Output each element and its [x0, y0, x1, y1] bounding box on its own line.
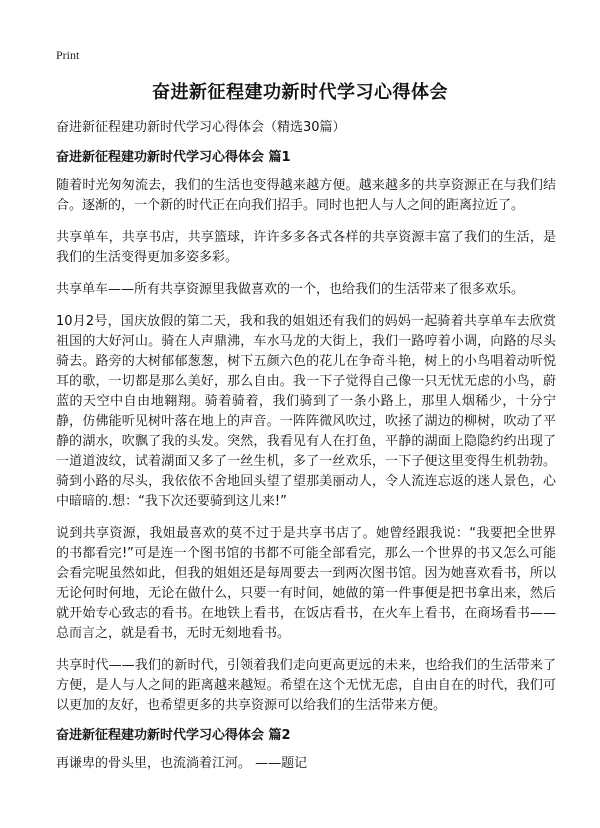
document-body: [56, 118, 556, 786]
section-heading: 奋进新征程建功新时代学习心得体会 篇2: [56, 728, 291, 743]
paragraph: 共享单车——所有共享资源里我做喜欢的一个，也给我们的生活带来了很多欢乐。: [56, 282, 525, 297]
paragraph: 共享时代——我们的新时代，引领着我们走向更高更远的未来，也给我们的生活带来了方便，是人与人之间的距离越来越短。希望在这个无忧无虑，自由自在的时代，我们可以更加的友好，也希望更多的共享资源可以给我们的生活带来方便。: [56, 658, 556, 713]
paragraph: 说到共享资源，我姐最喜欢的莫不过于是共享书店了。她曾经跟我说：“我要把全世界的书都看完!”可是连一个图书馆的书都不可能全部看完，那么一个世界的书又怎么可能会看完呢虽然如此，但我的姐姐还是每周要去一到两次图书馆。因为她喜欢看书，所以无论何时何地，无论在做什么，只要一有时间，她做的第一件事便是把书拿出来，然后就开始专心致志的看书。在地铁上看书，在饭店看书，在火车上看书，在商场看书——总而言之，就是看书，无时无刻地看书。: [56, 526, 556, 641]
paragraph: 随着时光匆匆流去，我们的生活也变得越来越方便。越来越多的共享资源正在与我们结合。逐渐的，一个新的时代正在向我们招手。同时也把人与人之间的距离拉近了。: [56, 178, 556, 213]
section-heading: 奋进新征程建功新时代学习心得体会 篇1: [56, 150, 291, 165]
print-label: Print: [56, 48, 80, 62]
paragraph: 10月2号，国庆放假的第二天，我和我的姐姐还有我们的妈妈一起骑着共享单车去欣赏祖国的大好河山。骑在人声鼎沸，车水马龙的大街上，我们一路哼着小调，向路的尽头骑去。路旁的大树郁郁葱葱，树下五颜六色的花儿在争奇斗艳，树上的小鸟唱着动听悦耳的歌，一切都是那么美好，那么自由。我一下子觉得自己像一只无忧无虑的小鸟，蔚蓝的天空中自由地翱翔。骑着骑着，我们骑到了一条小路上，那里人烟稀少，十分宁静，仿佛能听见树叶落在地上的声音。一阵阵微风吹过，吹拯了湖边的柳树，吹动了平静的湖水，吹飘了我的头发。突然，我看见有人在打鱼，平静的湖面上隐隐约约出现了一道道波纹，试着湖面又多了一丝生机，多了一丝欢乐，一下子便这里变得生机勃勃。骑到小路的尽头，我依依不舍地回头望了望那美丽动人，令人流连忘返的迷人景色，心中暗暗的.想：“我下次还要骑到这儿来!”: [56, 314, 556, 509]
document-subtitle: 奋进新征程建功新时代学习心得体会（精选30篇）: [56, 120, 346, 135]
page-title: 奋进新征程建功新时代学习心得体会: [152, 82, 448, 103]
paragraph: 共享单车，共享书店，共享篮球，许许多多各式各样的共享资源丰富了我们的生活，是我们的生活变得更加多姿多彩。: [56, 230, 556, 265]
paragraph: 再谦卑的骨头里，也流淌着江河。 ——题记: [56, 756, 308, 771]
